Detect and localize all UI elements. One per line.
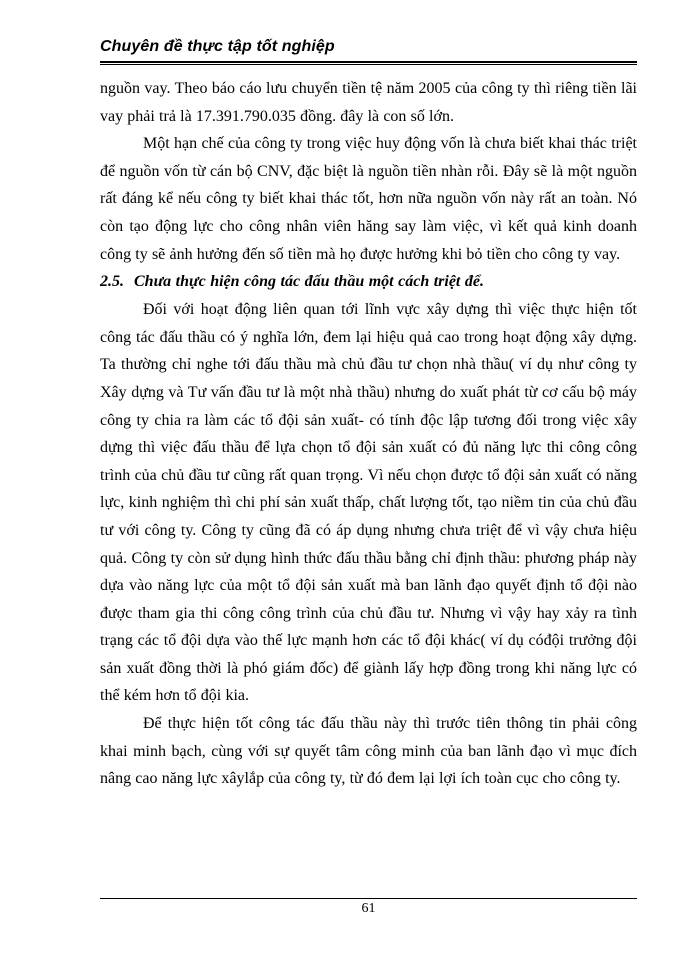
paragraph-capital-limitation: Một hạn chế của công ty trong việc huy động vốn là chưa biết khai thác triệt để nguồn vốn từ cán bộ CNV, đặc biệt là nguồn tiền nhàn rỗi. Đây sẽ là một nguồn rất đáng kể nếu công ty biết khai thác tốt, hơn nữa nguồn vốn này rất an toàn. Nó còn tạo động lực cho công nhân viên hăng say làm việc, vì kết quả kinh doanh công ty sẽ ảnh hưởng đến số tiền mà họ được hưởng khi bỏ tiền cho công ty vay. (100, 135, 637, 263)
page-header-title: Chuyên đề thực tập tốt nghiệp (100, 38, 335, 55)
page-number: 61 (361, 901, 376, 916)
section-title: Chưa thực hiện công tác đấu thầu một cách triệt để. (134, 273, 484, 291)
page-body (100, 75, 637, 793)
paragraph-bidding: Đối với hoạt động liên quan tới lĩnh vực xây dựng thì việc thực hiện tốt công tác đấu thầu có ý nghĩa lớn, đem lại hiệu quả cao trong hoạt động xây dựng. Ta thường chỉ nghe tới đấu thầu mà chủ đầu tư chọn nhà thầu( ví dụ như công ty Xây dựng và Tư vấn đầu tư là một nhà thầu) nhưng do xuất phát từ cơ cấu bộ máy công ty chia ra làm các tổ đội sản xuất- có tính độc lập tương đối trong việc xây dựng thì việc đấu thầu để lựa chọn tổ đội sản xuất có đủ năng lực thi công công trình của chủ đầu tư cũng rất quan trọng. Vì nếu chọn được tổ đội sản xuất có năng lực, kinh nghiệm thì chi phí sản xuất thấp, chất lượng tốt, tạo niềm tin của chủ đầu tư với công ty. Công ty cũng đã có áp dụng nhưng chưa triệt để vì vậy chưa hiệu quả. Công ty còn sử dụng hình thức đấu thầu bằng chỉ định thầu: phương pháp này dựa vào năng lực của một tổ đội sản xuất mà ban lãnh đạo quyết định tổ đội nào được tham gia thi công công trình của chủ đầu tư. Nhưng vì vậy hay xảy ra tình trạng các tổ đội dựa vào thế lực mạnh hơn các tổ đội khác( ví dụ cóđội trưởng đội sản xuất đồng thời là phó giám đốc) để giành lấy hợp đồng trong khi năng lực có thể kém hơn tổ đội kia. (100, 301, 637, 705)
section-number: 2.5. (100, 273, 124, 291)
paragraph-bidding-solution: Để thực hiện tốt công tác đấu thầu này thì trước tiên thông tin phải công khai minh bạch, cùng với sự quyết tâm công minh của ban lãnh đạo vì mục đích nâng cao năng lực xâylắp của công ty, từ đó đem lại lợi ích toàn cục cho công ty. (100, 715, 637, 788)
section-heading (100, 268, 637, 296)
paragraph-loan-interest: nguồn vay. Theo báo cáo lưu chuyển tiền tệ năm 2005 của công ty thì riêng tiền lãi vay phải trả là 17.391.790.035 đồng. đây là con số lớn. (100, 80, 637, 125)
header-rule (100, 61, 637, 65)
